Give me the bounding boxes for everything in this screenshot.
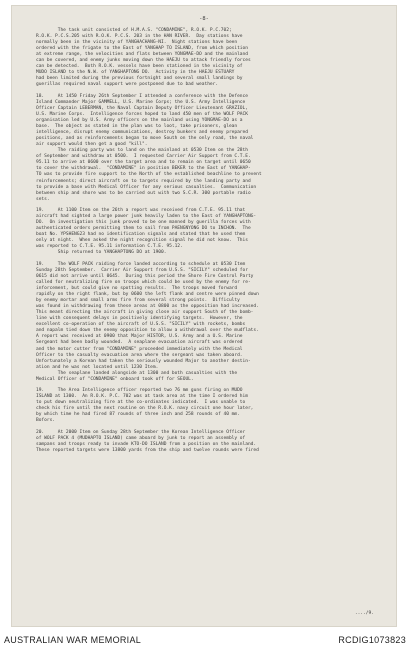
archive-reference: RCDIG1073823 [338, 635, 406, 645]
continued-marker: ..../9. [354, 611, 374, 616]
archive-name: AUSTRALIAN WAR MEMORIAL [4, 635, 142, 645]
paragraph-19-raid: 19. The WOLF PACK raiding force landed according to schedule at 0530 Item Sunday 28th September. Carrier Air Support from U.S.S. "SICILY" scheduled for 0615 did not arrive until 0645. During this period the Shore Fire Control Party called for neutralizing fire on troops which could be used by the enemy for re- inforcement, but could give no spotting results. The troops moved forward rapidly on the right flank, but by 0600 the left flank and centre were pinned down by enemy mortar and small arms fire from several strong points. Difficulty was found in withdrawing from these areas at 0800 as the opposition had increased. This meant directing the aircraft in giving close air support South of the bomb- line with consequent delays in positively identifying targets. However, the excellent co-operation of the aircraft of U.S.S. "SICILY" with rockets, bombs and napalm tied down the enemy opposition to allow a withdrawal over the mudflats. A report was received at 0900 that Major HISTOR, U.S. Army and a U.S. Marine Sergeant had been badly wounded. A seaplane evacuation aircraft was ordered and the motor cutter from "CONDAMINE" proceeded immediately with the Medical Officer to the casualty evacuation area where the sergeant was taken aboard. Unfortunately a Korean had taken the seriously wounded Major to another destin- ation and he was not located until 1230 Item. The seaplane landed alongside at 1300 and both casualties with the Medical Officer of "CONDAMINE" onboard took off for SEOUL. [36, 261, 259, 382]
paragraph-20-sampans: 20. At 2000 Item on Sunday 28th September the Korean Intelligence Officer of WOLF PACK 4 (MUDHAPTO ISLAND) came aboard by junk to report an assembly of sampans and troops ready to invade KTO-DO ISLAND from a position on the mainland. These reported targets were 13800 yards from the ship and twelve rounds were fired [36, 429, 259, 453]
paragraph-19-guns-firing: 19. The Area Intelligence officer reported two 76 mm guns firing on MUDO ISLAND at 1300. An R.O.K. P.C. 702 was at task area at the time I ordered him to put down neutralizing fire at the co-ordinates indicated. I was unable to check his fire until the next routine on the R.O.K. navy circuit one hour later, by which time he had fired 87 rounds of three inch and 258 rounds of 40 mm. Bofors. [36, 388, 254, 424]
document-body [36, 28, 384, 459]
paragraph-18-conference: 18. At 1450 Friday 26th September I attended a conference with the Defence Island Commander Major GAMMELL, U.S. Marine Corps; the U.S. Army Intelligence Officer Captain LEBERMAN, the Naval Captain Deputy Officer Lieutenant GRAZIOL, U.S. Marine Corps. Intelligence forces hoped to land 450 men of the WOLF PACK organisation led by U.S. Army officers on the mainland using YONGMAE-DO as a base. The object as stated in the plan was to loot, take prisoners, glean intelligence, disrupt enemy communications, destroy bunkers and enemy prepared positions, and as reinforcements began to move South on the only road, the naval air support would then get a good "kill". The raiding party was to land on the mainland at 0530 Item on the 28th of September and withdraw at 0500. I requested Carrier Air Support from C.T.E. 95.11 to arrive at 0600 over the target area and to remain on target until 0650 to cover the withdrawal. "CONDAMINE" in position BEKER to the East of YANGHAP- TO was to provide fire support to the North of the established beachline to prevent reinforcements; direct aircraft on to targets required by the landing party and to provide a base with Medical Officer for any serious casualties. Communication between ship and shore was to be carried out with two S.C.R. 300 portable radio sets. [36, 93, 262, 202]
page-number: -8- [199, 16, 209, 22]
archive-footer [0, 628, 410, 654]
document-page [12, 6, 396, 626]
paragraph-19-junk-report: 19. At 1100 Item on the 26th a report was received from C.T.E. 95.11 that aircraft had sighted a large power junk heavily laden to the East of YANGHAPTONG- DO. On investigation this junk proved to be one manned by guerilla forces with authenticated orders permitting them to sail from PAENGNYONG DO to INCHON. The boat No. YPSHENG23 had no identification signals and stated that he used them only at night. When asked the night recognition signal he did not know. This was reported to C.T.E. 95.11 information C.T.E. 95.12. Ship returned to YANGHAPTONG DO at 1900. [36, 208, 257, 256]
paragraph-task-unit: The task unit consisted of H.M.A.S. "CONDAMINE", R.O.K. P.C.702; R.O.K. P.C.S.205 with R.O.K. P.C.S. 203 in the HAN RIVER. Day stations have normally been in the vicinity of YANGHACHANG-NI. Night stations have been ordered with the frigate to the East of YANGHAP TO ISLAND, from which position at extreme range, the velocities and flats between YONGMAE-DO and the mainland can be covered, and enemy junks moving down the HAEJU to attack friendly forces can be detected. Both R.O.K. vessels have been stationed in the vicinity of MUDO ISLAND to the N.W. of YANGHAPTONG DO. Activity in the HAEJU ESTUARY had been limited during the previous fortnight and several small landings by guerillas required naval support were postponed due to bad weather. [36, 28, 251, 88]
